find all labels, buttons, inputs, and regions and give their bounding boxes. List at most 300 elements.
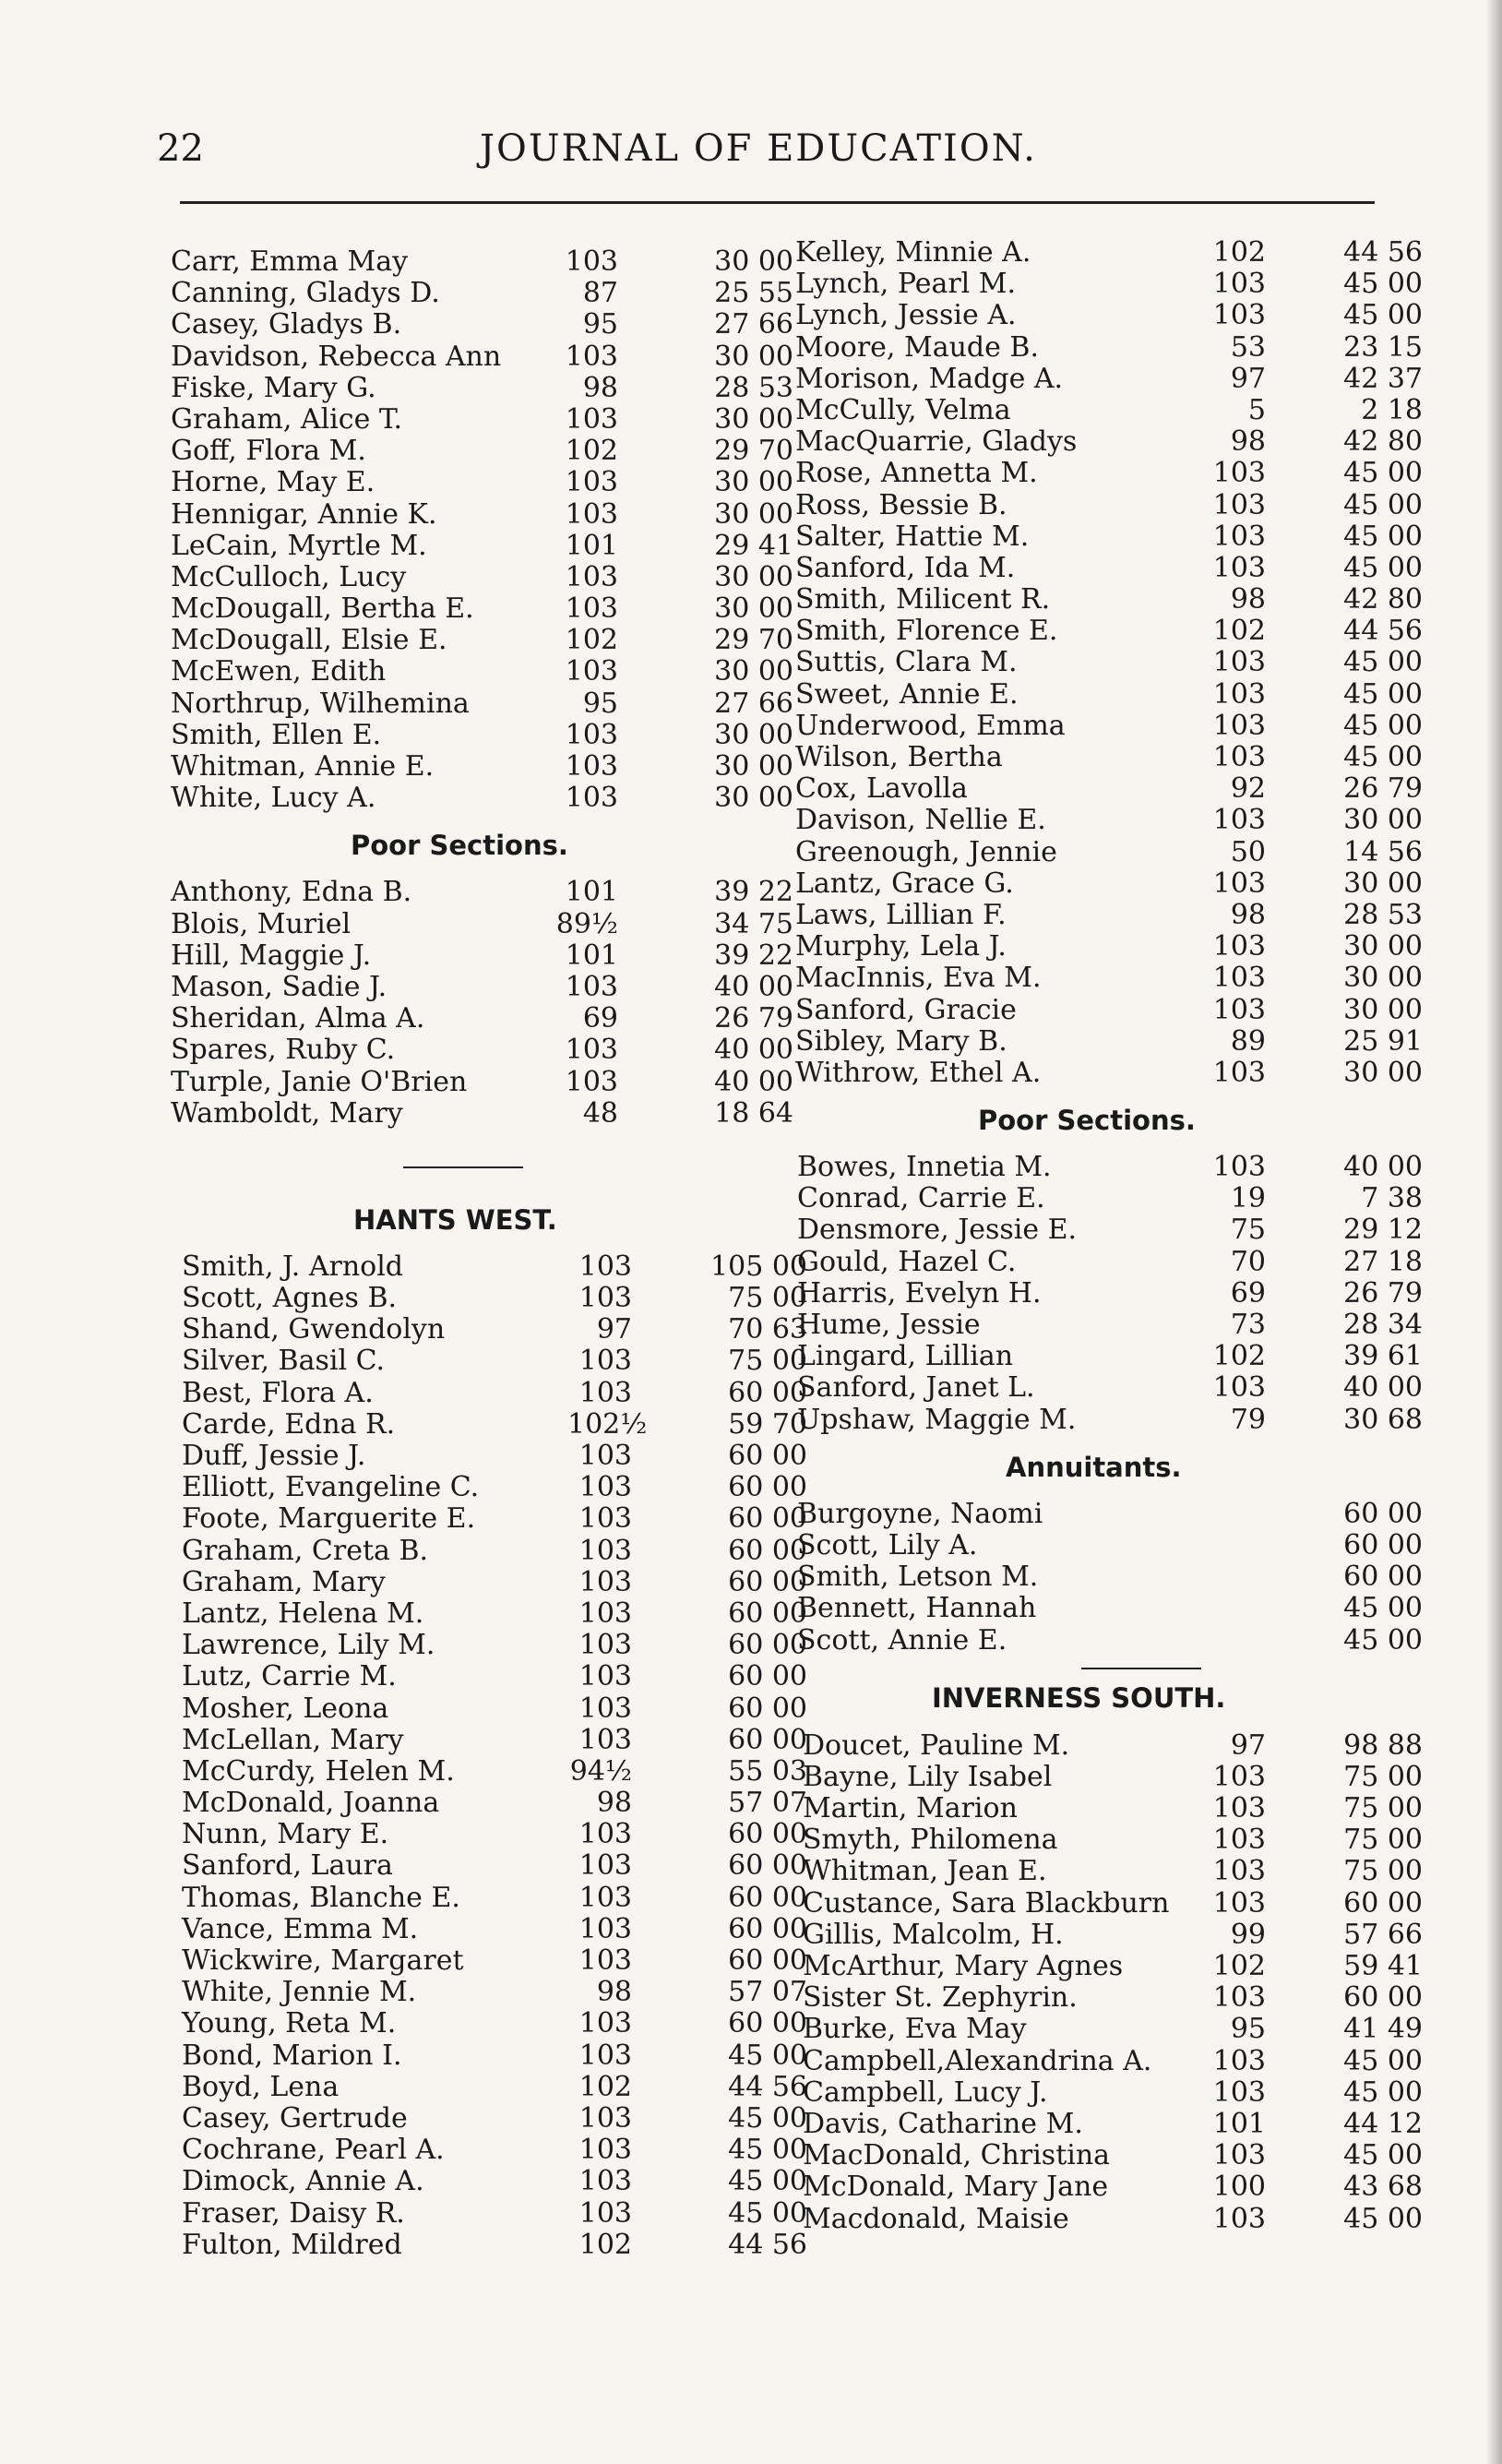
teacher-name: Bowes, Innetia M. (797, 1151, 1052, 1184)
days-taught: 102 (1212, 1950, 1266, 1982)
teacher-name: White, Jennie M. (182, 1976, 417, 2009)
list-item (171, 940, 798, 972)
days-taught: 103 (578, 1534, 632, 1567)
teacher-name: Lantz, Helena M. (182, 1597, 424, 1630)
list-item (171, 751, 798, 783)
grant-amount: 105 00 (710, 1250, 807, 1283)
teacher-name: Thomas, Blanche E. (182, 1881, 460, 1914)
list-item (795, 993, 1423, 1026)
list-item (795, 1340, 1423, 1373)
teacher-name: Goff, Flora M. (171, 435, 366, 468)
days-taught: 101 (565, 876, 618, 909)
days-taught: 103 (578, 1282, 632, 1315)
list-item (795, 1824, 1423, 1857)
list-item (171, 499, 798, 531)
list-item (171, 1407, 807, 1441)
grant-amount: 75 00 (728, 1345, 807, 1378)
grant-amount: 30 00 (714, 718, 793, 751)
grant-amount: 45 00 (1343, 1592, 1423, 1625)
teacher-name: Smith, Florence E. (795, 615, 1058, 648)
list-item (795, 646, 1423, 679)
days-taught: 103 (565, 750, 618, 783)
list-item (795, 330, 1423, 364)
grant-amount: 39 61 (1343, 1340, 1423, 1373)
grant-amount: 25 91 (1343, 1024, 1423, 1058)
days-taught: 103 (578, 1723, 632, 1756)
teacher-name: Cox, Lavolla (795, 772, 968, 806)
teacher-name: Nunn, Mary E. (182, 1818, 389, 1851)
days-taught: 103 (1212, 2202, 1266, 2235)
grant-amount: 45 00 (1343, 268, 1423, 301)
grant-amount: 75 00 (1343, 1824, 1423, 1857)
teacher-name: Suttis, Clara M. (795, 646, 1018, 679)
days-taught: 69 (1230, 1276, 1266, 1310)
days-taught: 103 (565, 782, 618, 815)
grant-amount: 45 00 (1343, 646, 1423, 679)
grant-amount: 30 00 (1343, 804, 1423, 837)
teacher-name: Smith, Milicent R. (795, 583, 1051, 616)
teacher-name: Rose, Annetta M. (795, 457, 1038, 490)
grant-amount: 39 22 (714, 876, 793, 909)
list-item (171, 1692, 807, 1725)
days-taught: 103 (565, 402, 618, 436)
teacher-name: Shand, Gwendolyn (182, 1313, 446, 1346)
grant-amount: 30 00 (714, 402, 793, 436)
teacher-name: Graham, Mary (182, 1565, 386, 1598)
teacher-name: Cochrane, Pearl A. (182, 2134, 445, 2167)
grant-amount: 30 00 (1343, 867, 1423, 900)
grant-amount: 45 00 (1343, 520, 1423, 553)
list-item (795, 1950, 1423, 1982)
right-column (795, 236, 1423, 2235)
teacher-name: McDonald, Joanna (182, 1787, 440, 1820)
teacher-name: Moore, Maude B. (795, 330, 1040, 364)
list-item (795, 1855, 1423, 1888)
teacher-name: Wilson, Bertha (795, 741, 1003, 773)
grant-amount: 60 00 (728, 1818, 807, 1851)
teacher-name: Whitman, Jean E. (803, 1855, 1047, 1888)
list-item (171, 1313, 807, 1346)
days-taught: 103 (565, 1034, 618, 1067)
days-taught: 103 (1212, 1151, 1266, 1184)
days-taught: 97 (1230, 362, 1266, 395)
grant-amount: 30 00 (714, 592, 793, 626)
list-item (171, 972, 798, 1003)
list-item (795, 2139, 1423, 2172)
list-item (795, 1371, 1423, 1405)
days-taught: 103 (1212, 2075, 1266, 2109)
list-item (171, 1502, 807, 1536)
grant-amount: 30 68 (1343, 1403, 1423, 1436)
list-item (171, 1912, 807, 1945)
days-taught: 101 (565, 939, 618, 972)
teacher-name: Mosher, Leona (182, 1692, 389, 1725)
grant-amount: 57 07 (728, 1787, 807, 1820)
grant-amount: 40 00 (1343, 1151, 1423, 1184)
teacher-name: Murphy, Lela J. (795, 930, 1007, 963)
teacher-name: Blois, Muriel (171, 907, 352, 940)
list-item (795, 741, 1423, 773)
list-item (795, 1403, 1423, 1436)
grant-amount: 27 18 (1343, 1245, 1423, 1278)
list-item (171, 2165, 807, 2198)
list-item (795, 615, 1423, 648)
teacher-name: McDougall, Bertha E. (171, 592, 474, 626)
grant-amount: 45 00 (728, 2165, 807, 2198)
list-item (171, 877, 798, 908)
days-taught: 103 (1212, 1056, 1266, 1089)
days-taught: 87 (582, 277, 618, 310)
list-item (795, 1792, 1423, 1825)
days-taught: 103 (1212, 709, 1266, 742)
days-taught: 103 (565, 340, 618, 373)
list-item (171, 1881, 807, 1914)
days-taught: 102½ (567, 1407, 648, 1441)
days-taught: 100 (1212, 2171, 1266, 2204)
grant-amount: 40 00 (714, 970, 793, 1003)
grant-amount: 30 00 (1343, 1056, 1423, 1089)
teacher-name: Kelley, Minnie A. (795, 236, 1031, 269)
teacher-name: McArthur, Mary Agnes (803, 1950, 1124, 1982)
days-taught: 103 (1212, 268, 1266, 301)
grant-amount: 42 80 (1343, 583, 1423, 616)
days-taught: 103 (1212, 804, 1266, 837)
grant-amount: 30 00 (1343, 993, 1423, 1026)
grant-amount: 44 12 (1343, 2107, 1423, 2140)
days-taught: 102 (578, 2228, 632, 2261)
grant-amount: 60 00 (1343, 1561, 1423, 1594)
list-item (171, 2134, 807, 2167)
grant-amount: 45 00 (1343, 299, 1423, 332)
days-taught: 103 (1212, 551, 1266, 584)
days-taught: 103 (578, 1944, 632, 1977)
list-item (795, 2075, 1423, 2109)
teacher-name: Elliott, Evangeline C. (182, 1471, 480, 1504)
list-item (171, 1754, 807, 1788)
days-taught: 103 (578, 2039, 632, 2072)
grant-amount: 26 79 (1343, 1276, 1423, 1310)
days-taught: 69 (582, 1002, 618, 1035)
list-item (795, 1056, 1423, 1089)
days-taught: 98 (1230, 898, 1266, 931)
list-item (795, 268, 1423, 301)
days-taught: 103 (578, 1502, 632, 1536)
list-item (171, 309, 798, 341)
teacher-name: Casey, Gertrude (182, 2101, 408, 2135)
teacher-name: Duff, Jessie J. (182, 1440, 366, 1472)
list-item (171, 1944, 807, 1977)
grant-amount: 40 00 (714, 1034, 793, 1067)
days-taught: 103 (1212, 299, 1266, 332)
days-taught: 103 (1212, 741, 1266, 773)
list-item (795, 2044, 1423, 2077)
days-taught: 97 (1230, 1728, 1266, 1762)
teacher-name: McDougall, Elsie E. (171, 624, 447, 657)
teacher-name: Spares, Ruby C. (171, 1034, 396, 1067)
days-taught: 103 (578, 1597, 632, 1630)
grant-amount: 45 00 (728, 2039, 807, 2072)
grant-amount: 60 00 (728, 1440, 807, 1472)
teacher-name: Hill, Maggie J. (171, 939, 372, 972)
days-taught: 95 (1230, 2013, 1266, 2046)
grant-amount: 60 00 (728, 1912, 807, 1945)
list-item (795, 1728, 1423, 1762)
teacher-name: Campbell, Lucy J. (803, 2075, 1048, 2109)
list-item (171, 1534, 807, 1567)
grant-amount: 44 56 (1343, 236, 1423, 269)
list-item (795, 1151, 1423, 1184)
days-taught: 70 (1230, 1245, 1266, 1278)
grant-amount: 28 53 (1343, 898, 1423, 931)
days-taught: 102 (1212, 1340, 1266, 1373)
grant-amount: 60 00 (1343, 1886, 1423, 1920)
grant-amount: 30 00 (714, 340, 793, 373)
grant-amount: 60 00 (728, 1723, 807, 1756)
grant-amount: 60 00 (728, 1692, 807, 1725)
teacher-name: MacInnis, Eva M. (795, 962, 1042, 995)
days-taught: 95 (582, 308, 618, 341)
list-item (795, 1760, 1423, 1793)
teacher-name: Best, Flora A. (182, 1376, 374, 1409)
grant-amount: 60 00 (728, 1629, 807, 1662)
teacher-name: Sanford, Gracie (795, 993, 1017, 1026)
days-taught: 103 (565, 560, 618, 593)
teacher-name: Foote, Marguerite E. (182, 1502, 476, 1536)
grant-amount: 60 00 (728, 1660, 807, 1693)
list-item (171, 373, 798, 404)
grant-amount: 55 03 (728, 1754, 807, 1788)
days-taught: 103 (578, 1629, 632, 1662)
teacher-name: Davidson, Rebecca Ann (171, 340, 502, 373)
grant-amount: 39 22 (714, 939, 793, 972)
teacher-name: Sanford, Ida M. (795, 551, 1016, 584)
days-taught: 103 (1212, 993, 1266, 1026)
teacher-name: Hume, Jessie (797, 1309, 981, 1341)
grant-amount: 40 00 (1343, 1371, 1423, 1405)
grant-amount: 45 00 (1343, 2044, 1423, 2077)
grant-amount: 28 34 (1343, 1309, 1423, 1341)
list-item (171, 467, 798, 498)
teacher-name: McCurdy, Helen M. (182, 1754, 455, 1788)
teacher-name: Densmore, Jessie E. (797, 1214, 1078, 1247)
teacher-name: Sister St. Zephyrin. (803, 1981, 1078, 2015)
days-taught: 103 (1212, 2139, 1266, 2172)
teacher-name: Macdonald, Maisie (803, 2202, 1069, 2235)
list-item (795, 1981, 1423, 2015)
list-item (795, 1024, 1423, 1058)
teacher-name: Sweet, Annie E. (795, 677, 1019, 711)
list-item (171, 436, 798, 467)
grant-amount: 30 00 (714, 750, 793, 783)
teacher-name: Wamboldt, Mary (171, 1096, 403, 1130)
teacher-name: Custance, Sara Blackburn (803, 1886, 1170, 1920)
grant-amount: 60 00 (1343, 1497, 1423, 1530)
teacher-name: Fulton, Mildred (182, 2228, 402, 2261)
teacher-name: Lingard, Lillian (797, 1340, 1014, 1373)
grant-amount: 44 56 (1343, 615, 1423, 648)
inverness-south-list (795, 1728, 1423, 2235)
grant-amount: 42 37 (1343, 362, 1423, 395)
grant-amount: 60 00 (728, 1471, 807, 1504)
teacher-name: MacQuarrie, Gladys (795, 425, 1078, 459)
hants-west-list (171, 1250, 807, 2261)
grant-amount: 60 00 (728, 1944, 807, 1977)
teacher-name: Sheridan, Alma A. (171, 1002, 425, 1035)
days-taught: 103 (1212, 1371, 1266, 1405)
days-taught: 103 (578, 1881, 632, 1914)
teacher-name: McDonald, Mary Jane (803, 2171, 1109, 2204)
teacher-name: Smith, Letson M. (797, 1561, 1039, 1594)
days-taught: 19 (1230, 1182, 1266, 1215)
list-item (795, 393, 1423, 426)
teacher-name: McLellan, Mary (182, 1723, 404, 1756)
list-item (795, 488, 1423, 521)
right-poor-sections-heading: Poor Sections. (978, 1105, 1196, 1137)
teacher-name: Lantz, Grace G. (795, 867, 1014, 900)
days-taught: 95 (582, 687, 618, 720)
days-taught: 103 (565, 592, 618, 626)
list-item (795, 551, 1423, 584)
teacher-name: Conrad, Carrie E. (797, 1182, 1045, 1215)
teacher-name: Anthony, Edna B. (171, 876, 412, 909)
teacher-name: McCulloch, Lucy (171, 560, 407, 593)
grant-amount: 42 80 (1343, 425, 1423, 459)
teacher-name: Smyth, Philomena (803, 1824, 1058, 1857)
list-item (795, 1497, 1423, 1530)
list-item (171, 909, 798, 940)
days-taught: 103 (1212, 1792, 1266, 1825)
days-taught: 102 (565, 624, 618, 657)
teacher-name: Burgoyne, Naomi (797, 1497, 1043, 1530)
days-taught: 98 (596, 1787, 632, 1820)
grant-amount: 2 18 (1361, 393, 1423, 426)
list-item (171, 1787, 807, 1820)
teacher-name: Horne, May E. (171, 466, 376, 499)
days-taught: 103 (1212, 1824, 1266, 1857)
list-item (171, 341, 798, 373)
days-taught: 103 (578, 1818, 632, 1851)
left-column (171, 245, 807, 2261)
days-taught: 89½ (555, 907, 618, 940)
list-item (795, 677, 1423, 711)
teacher-name: McCully, Velma (795, 393, 1011, 426)
list-item (795, 1528, 1423, 1561)
teacher-name: Carde, Edna R. (182, 1407, 396, 1441)
page-edge-shadow (1485, 0, 1502, 2464)
grant-amount: 70 63 (728, 1313, 807, 1346)
grant-amount: 30 00 (1343, 930, 1423, 963)
teacher-name: Harris, Evelyn H. (797, 1276, 1042, 1310)
list-item (171, 2196, 807, 2230)
days-taught: 103 (578, 2134, 632, 2167)
teacher-name: Casey, Gladys B. (171, 308, 402, 341)
grant-amount: 18 64 (714, 1096, 793, 1130)
list-item (795, 457, 1423, 490)
grant-amount: 75 00 (728, 1282, 807, 1315)
list-item (795, 425, 1423, 459)
grant-amount: 60 00 (1343, 1528, 1423, 1561)
teacher-name: Salter, Hattie M. (795, 520, 1030, 553)
teacher-name: Boyd, Lena (182, 2070, 340, 2103)
teacher-name: Sibley, Mary B. (795, 1024, 1007, 1058)
list-item (795, 1309, 1423, 1341)
teacher-name: Wickwire, Margaret (182, 1944, 464, 1977)
teacher-name: Dimock, Annie A. (182, 2165, 424, 2198)
grant-amount: 27 66 (714, 687, 793, 720)
teacher-name: Fiske, Mary G. (171, 371, 376, 404)
days-taught: 50 (1230, 835, 1266, 868)
grant-amount: 29 41 (714, 529, 793, 562)
days-taught: 73 (1230, 1309, 1266, 1341)
grant-amount: 25 55 (714, 277, 793, 310)
annuitants-heading: Annuitants. (1006, 1451, 1182, 1483)
grant-amount: 30 00 (714, 245, 793, 278)
teacher-name: Sanford, Laura (182, 1849, 393, 1883)
list-item (795, 930, 1423, 963)
teacher-name: Hennigar, Annie K. (171, 497, 437, 531)
grant-amount: 45 00 (1343, 551, 1423, 584)
list-item (795, 2107, 1423, 2140)
grant-amount: 14 56 (1343, 835, 1423, 868)
days-taught: 103 (1212, 488, 1266, 521)
list-item (795, 1245, 1423, 1278)
list-item (795, 1886, 1423, 1920)
days-taught: 102 (565, 435, 618, 468)
list-item (795, 804, 1423, 837)
teacher-name: Graham, Creta B. (182, 1534, 429, 1567)
list-item (171, 2101, 807, 2135)
days-taught: 103 (565, 466, 618, 499)
list-item (171, 593, 798, 625)
days-taught: 5 (1247, 393, 1266, 426)
list-item (171, 2007, 807, 2040)
teacher-name: Vance, Emma M. (182, 1912, 419, 1945)
list-item (795, 1561, 1423, 1594)
teacher-name: Gillis, Malcolm, H. (803, 1918, 1064, 1951)
list-item (795, 2202, 1423, 2235)
grant-amount: 34 75 (714, 907, 793, 940)
list-item (171, 1629, 807, 1662)
days-taught: 101 (1212, 2107, 1266, 2140)
left-poor-list (171, 877, 798, 1130)
list-item (795, 1182, 1423, 1215)
section-divider (795, 1657, 1395, 1677)
list-item (171, 688, 798, 720)
days-taught: 101 (565, 529, 618, 562)
grant-amount: 45 00 (1343, 2075, 1423, 2109)
list-item (171, 1723, 807, 1756)
grant-amount: 45 00 (1343, 2139, 1423, 2172)
days-taught: 92 (1230, 772, 1266, 806)
grant-amount: 28 53 (714, 371, 793, 404)
grant-amount: 45 00 (1343, 2202, 1423, 2235)
teacher-name: Greenough, Jennie (795, 835, 1057, 868)
grant-amount: 60 00 (728, 1597, 807, 1630)
days-taught: 103 (578, 1440, 632, 1472)
list-item (171, 2228, 807, 2261)
teacher-name: Ross, Bessie B. (795, 488, 1007, 521)
teacher-name: Underwood, Emma (795, 709, 1066, 742)
teacher-name: Laws, Lillian F. (795, 898, 1007, 931)
teacher-name: Davis, Catharine M. (803, 2107, 1083, 2140)
grant-amount: 26 79 (1343, 772, 1423, 806)
days-taught: 103 (578, 2007, 632, 2040)
days-taught: 103 (578, 1849, 632, 1883)
grant-amount: 45 00 (1343, 457, 1423, 490)
days-taught: 103 (565, 655, 618, 688)
days-taught: 103 (578, 2101, 632, 2135)
list-item (795, 520, 1423, 553)
